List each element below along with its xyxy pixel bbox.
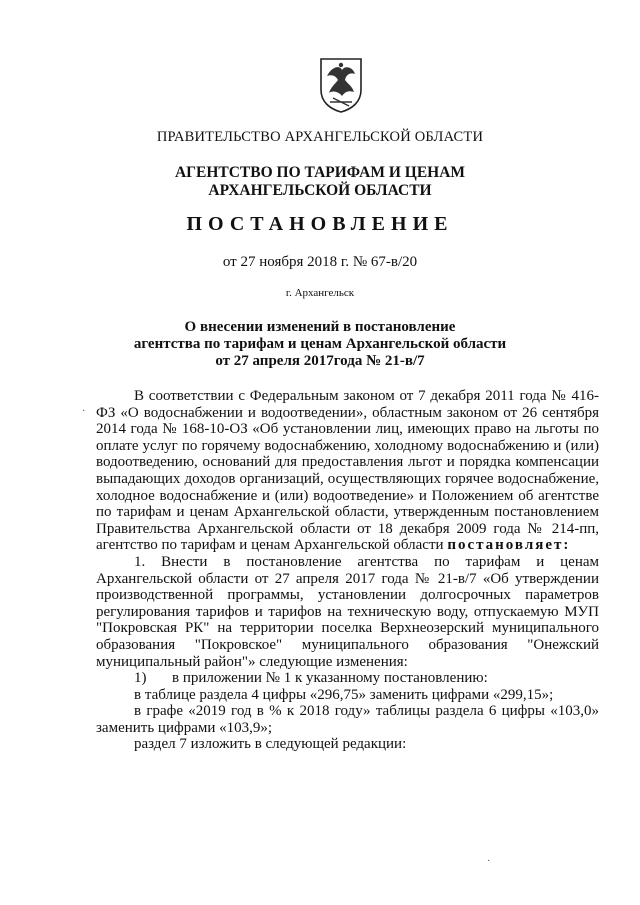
document-subject <box>0 319 640 370</box>
amendment-line-c: раздел 7 изложить в следующей редакции: <box>134 736 407 753</box>
subpoint-1-number: 1) <box>134 670 147 687</box>
coat-of-arms-icon <box>318 56 364 114</box>
resolves-word: постановляет: <box>447 537 571 554</box>
government-name: ПРАВИТЕЛЬСТВО АРХАНГЕЛЬСКОЙ ОБЛАСТИ <box>156 129 484 145</box>
amendment-line-a: в таблице раздела 4 цифры «296,75» заменить цифрами «299,15»; <box>134 686 554 703</box>
subpoint-1-paragraph <box>96 670 599 687</box>
agency-name-line-2: АРХАНГЕЛЬСКОЙ ОБЛАСТИ <box>208 182 432 199</box>
scan-mark: · <box>487 856 491 867</box>
preamble-text: В соответствии с Федеральным законом от 7 декабря 2011 года № 416-ФЗ «О водоснабжении и водоотведении», областным законом от 26 сентября 2014 года № 168-10-ОЗ «Об установлении лиц, имеющих право на льготы по оплате услуг по горячему водоснабжению, холодному водоснабжению и (или) водоотведению, оснований для предоставления льгот и порядка компенсации выпадающих доходов организаций, осуществляющих горячее водоснабжение, холодное водоснабжение и (или) водоотведение» и Положением об агентстве по тарифам и ценам Архангельской области, утвержденным постановлением Правительства Архангельской области от 18 декабря 2009 года № 214-пп, агентство по тарифам и ценам Архангельской области <box>96 388 599 554</box>
margin-mark: · <box>82 406 86 417</box>
document-body <box>96 388 599 753</box>
subpoint-1-text: в приложении № 1 к указанному постановлению: <box>172 670 488 687</box>
subject-line-2: агентства по тарифам и ценам Архангельской области <box>133 336 507 352</box>
document-date-number: от 27 ноября 2018 г. № 67-в/20 <box>222 254 418 270</box>
document-type-title: ПОСТАНОВЛЕНИЕ <box>186 213 454 235</box>
preamble-paragraph <box>96 388 599 554</box>
agency-name <box>0 164 640 200</box>
amendment-line-b: в графе «2019 год в % к 2018 году» таблицы раздела 6 цифры «103,0» заменить цифрами «103,9»; <box>96 703 599 736</box>
subject-line-3: от 27 апреля 2017года № 21-в/7 <box>215 353 425 369</box>
subject-line-1: О внесении изменений в постановление <box>184 319 456 335</box>
agency-name-line-1: АГЕНТСТВО ПО ТАРИФАМ И ЦЕНАМ <box>174 164 466 181</box>
point-1-paragraph: 1. Внести в постановление агентства по тарифам и ценам Архангельской области от 27 апреля 2017 года № 21-в/7 «Об утверждении производственной программы, установлении долгосрочных параметров регулирования тарифов и тарифов на техническую воду, отпускаемую МУП "Покровская РК" на территории поселка Верхнеозерский муниципального образования "Покровское" муниципального образования "Онежский муниципальный район"» следующие изменения: <box>96 553 599 670</box>
document-city: г. Архангельск <box>285 287 355 299</box>
